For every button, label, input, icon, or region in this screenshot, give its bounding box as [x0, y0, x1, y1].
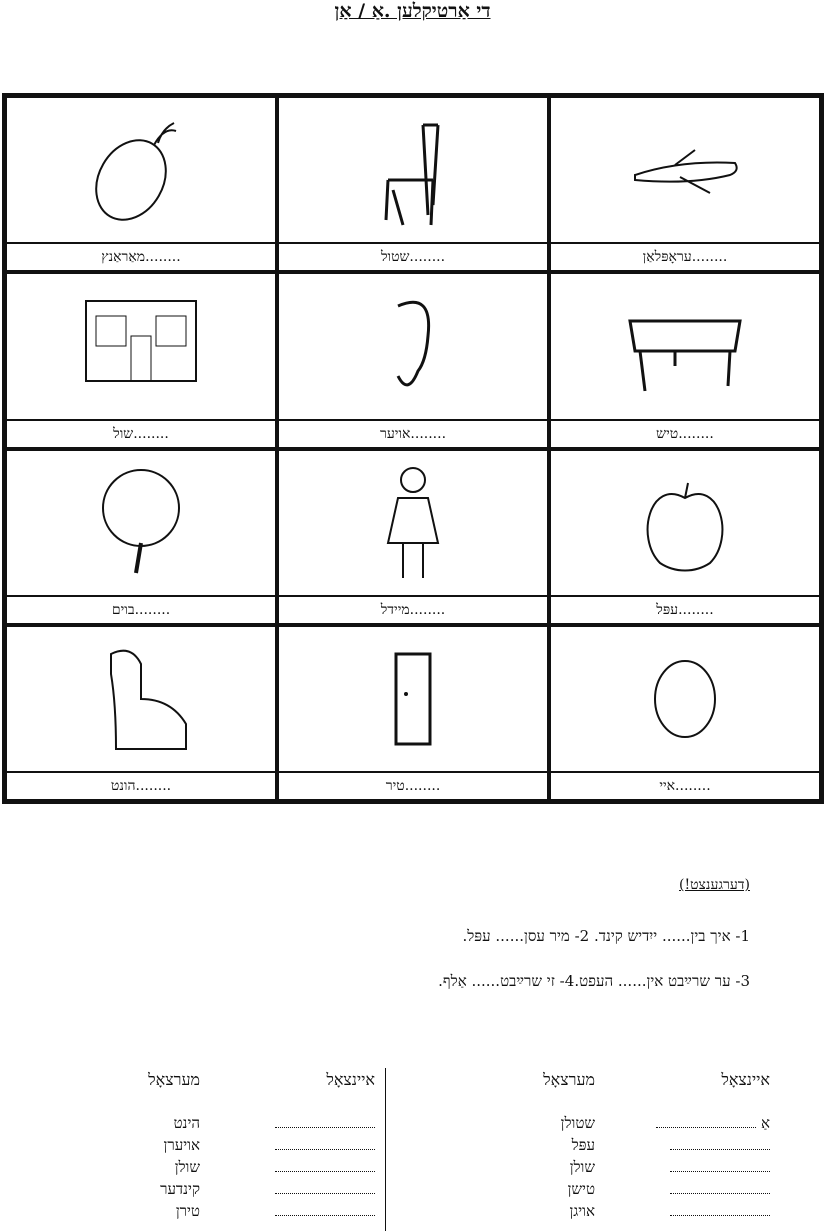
grid-cell-ear [277, 272, 549, 448]
grid-caption: ........עפּל [551, 595, 819, 623]
blank-line [630, 1200, 770, 1222]
grid-cell-chair [277, 96, 549, 272]
plural-word: שולן [174, 1158, 200, 1176]
exercise-heading: (דערגענצט!) [679, 877, 750, 893]
grid-caption: ........שול [7, 419, 275, 447]
grid-caption: ........טיש [551, 419, 819, 447]
plural-word: קינדער [160, 1180, 200, 1198]
ear-icon [348, 281, 478, 411]
grid-caption: ........עראָפּלאַן [551, 242, 819, 270]
tree-icon [76, 458, 206, 588]
grid-caption: ........מיידל [279, 595, 547, 623]
plural-word: טירן [175, 1202, 200, 1220]
egg-icon [620, 634, 750, 764]
grid-cell-girl [277, 449, 549, 625]
grid-caption: ........טיר [279, 771, 547, 799]
plural-word: עפּל [571, 1136, 595, 1154]
girl-icon [348, 458, 478, 588]
page-title: די אַרטיקלען .אַ / אַן [334, 0, 491, 22]
table-icon [620, 281, 750, 411]
plural-word: הינט [173, 1114, 200, 1132]
grid-caption: ........איי [551, 771, 819, 799]
grid-caption: ........אויער [279, 419, 547, 447]
column-header: איינצאָל [721, 1070, 770, 1089]
dog-icon [76, 634, 206, 764]
plural-word: שטולן [560, 1114, 595, 1132]
right-plural-column [495, 1070, 595, 1222]
blank-line [630, 1156, 770, 1178]
grid-cell-table [549, 272, 821, 448]
column-header: מערצאָל [543, 1070, 595, 1089]
column-divider [385, 1068, 386, 1231]
left-singular-column [265, 1070, 375, 1222]
left-plural-column [100, 1070, 200, 1222]
grid-caption: ........בוים [7, 595, 275, 623]
grid-cell-apple [549, 449, 821, 625]
grid-cell-egg [549, 625, 821, 801]
grid-cell-door [277, 625, 549, 801]
plural-word: אויערן [163, 1136, 200, 1154]
article-prefix: אַ [760, 1114, 770, 1132]
blank-line [630, 1178, 770, 1200]
blank-line [265, 1134, 375, 1156]
column-header: מערצאָל [148, 1070, 200, 1089]
picture-grid [2, 93, 824, 804]
apple-icon [620, 458, 750, 588]
grid-cell-orange [5, 96, 277, 272]
grid-cell-dog [5, 625, 277, 801]
grid-caption: ........מאַראַנץ [7, 242, 275, 270]
plural-word: אויגן [569, 1202, 595, 1220]
blank-line [265, 1178, 375, 1200]
blank-line [630, 1134, 770, 1156]
school-icon [76, 281, 206, 411]
grid-caption: ........שטול [279, 242, 547, 270]
exercise-sentence-2: 3- ער שרײַבט אין...... העפט.4- זי שרײַבט...... אַלף. [438, 972, 750, 990]
right-singular-column [630, 1070, 770, 1222]
door-icon [348, 634, 478, 764]
blank-line [630, 1112, 770, 1134]
exercise-sentence-1: 1- איך בין...... ייִדיש קינד. 2- מיר עסן...... עפּל. [462, 927, 750, 945]
grid-cell-tree [5, 449, 277, 625]
blank-line [265, 1112, 375, 1134]
chair-icon [348, 105, 478, 235]
orange-icon [76, 105, 206, 235]
grid-cell-school [5, 272, 277, 448]
blank-line [265, 1156, 375, 1178]
airplane-icon [620, 105, 750, 235]
plural-word: שולן [569, 1158, 595, 1176]
blank-line [265, 1200, 375, 1222]
plural-word: טישן [567, 1180, 595, 1198]
grid-caption: ........הונט [7, 771, 275, 799]
column-header: איינצאָל [326, 1070, 375, 1089]
grid-cell-airplane [549, 96, 821, 272]
